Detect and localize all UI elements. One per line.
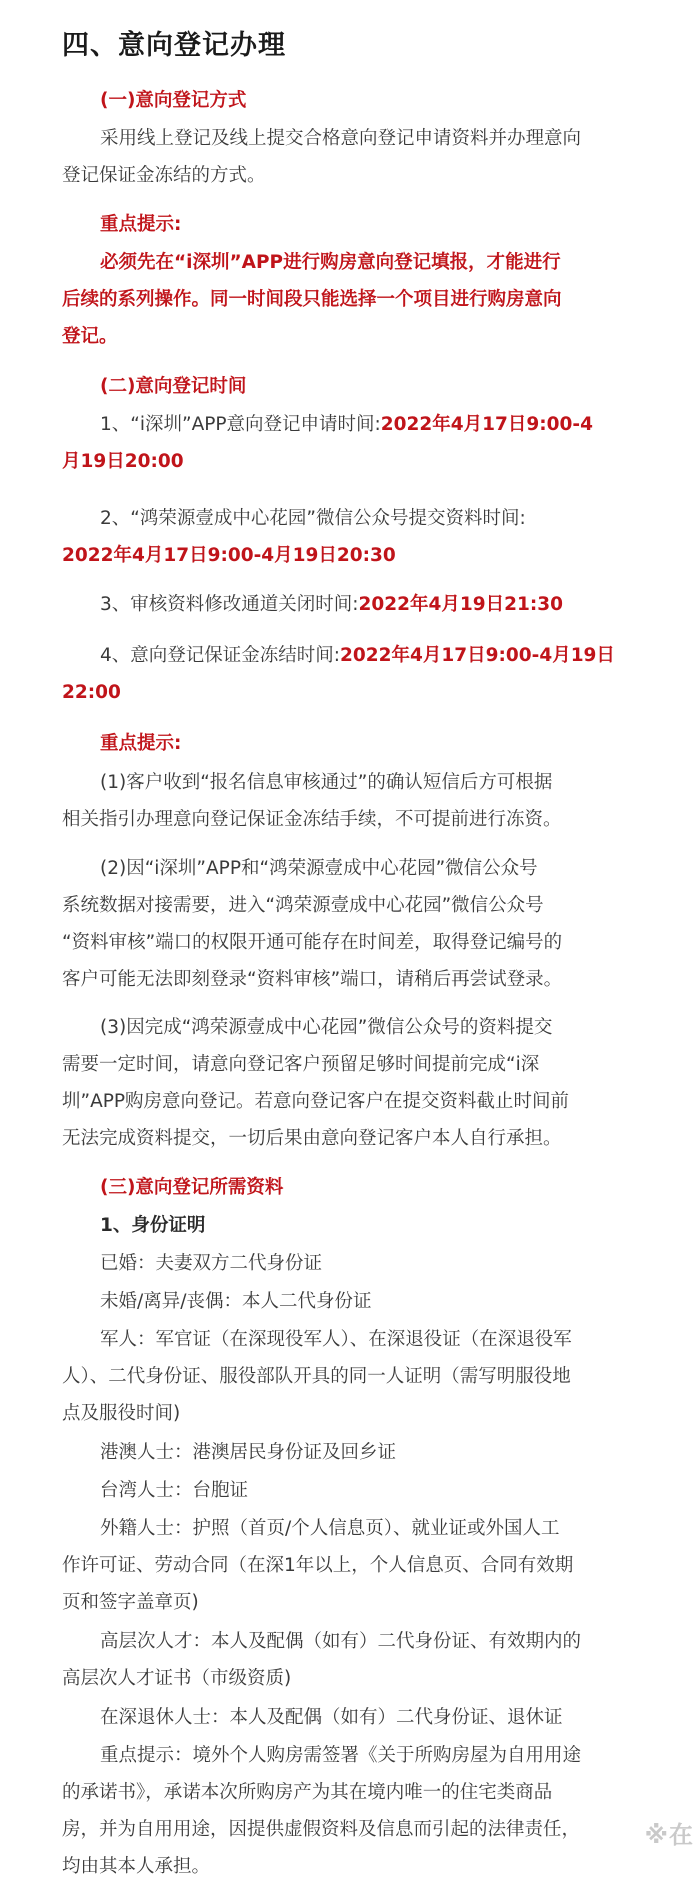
material-line: 点及服役时间) <box>62 1403 181 1424</box>
section-heading: 四、意向登记办理 <box>62 30 286 61</box>
tip-label: 重点提示: <box>100 733 182 754</box>
note-line: (3)因完成“鸿荣源壹成中心花园”微信公众号的资料提交 <box>100 1017 553 1038</box>
material-line: 人）、二代身份证、服役部队开具的同一人证明（需写明服役地 <box>62 1366 571 1387</box>
key-note-line: 重点提示：境外个人购房需签署《关于所购房屋为自用用途 <box>100 1745 582 1766</box>
material-line: 已婚：夫妻双方二代身份证 <box>100 1253 323 1274</box>
key-note-line: 的承诺书》，承诺本次所购房产为其在境内唯一的住宅类商品 <box>62 1782 553 1803</box>
time-item-2: 2、“鸿荣源壹成中心花园”微信公众号提交资料时间: <box>100 508 526 529</box>
note-line: 圳”APP购房意向登记。若意向登记客户在提交资料截止时间前 <box>62 1091 570 1112</box>
time-item-1 <box>100 406 648 443</box>
material-subtitle: 1、身份证明 <box>100 1215 206 1236</box>
note-line: 需要一定时间，请意向登记客户预留足够时间提前完成“i深 <box>62 1054 540 1075</box>
material-line: 台湾人士：台胞证 <box>100 1480 249 1501</box>
tip-line: 后续的系列操作。同一时间段只能选择一个项目进行购房意向 <box>62 289 562 310</box>
tip-line: 登记。 <box>62 326 118 347</box>
material-line: 高层次人才证书（市级资质) <box>62 1668 292 1689</box>
subsection-title-materials: (三)意向登记所需资料 <box>100 1177 284 1198</box>
watermark-logo: ※在 <box>644 1821 694 1849</box>
subsection-title-time: (二)意向登记时间 <box>100 376 247 397</box>
note-line: (1)客户收到“报名信息审核通过”的确认短信后方可根据 <box>100 772 553 793</box>
note-line: 客户可能无法即刻登录“资料审核”端口，请稍后再尝试登录。 <box>62 969 563 990</box>
time-item-value: 2022年4月19日21:30 <box>358 594 564 615</box>
material-line: 外籍人士：护照（首页/个人信息页）、就业证或外国人工 <box>100 1518 560 1539</box>
time-item-value: 22:00 <box>62 682 121 703</box>
time-item-label: 1、“i深圳”APP意向登记申请时间: <box>100 414 381 435</box>
subsection-title-method: (一)意向登记方式 <box>100 90 247 111</box>
tip-line: 必须先在“i深圳”APP进行购房意向登记填报，才能进行 <box>100 252 561 273</box>
time-item-4 <box>100 637 648 674</box>
material-line: 作许可证、劳动合同（在深1年以上，个人信息页、合同有效期 <box>62 1555 574 1576</box>
time-item-value: 月19日20:00 <box>62 451 184 472</box>
material-line: 高层次人才：本人及配偶（如有）二代身份证、有效期内的 <box>100 1631 582 1652</box>
note-line: (2)因“i深圳”APP和“鸿荣源壹成中心花园”微信公众号 <box>100 858 538 879</box>
note-line: “资料审核”端口的权限开通可能存在时间差，取得登记编号的 <box>62 932 563 953</box>
material-line: 港澳人士：港澳居民身份证及回乡证 <box>100 1442 397 1463</box>
material-line: 页和签字盖章页) <box>62 1592 199 1613</box>
note-line: 系统数据对接需要，进入“鸿荣源壹成中心花园”微信公众号 <box>62 895 544 916</box>
tip-label: 重点提示: <box>100 214 182 235</box>
paragraph-line: 登记保证金冻结的方式。 <box>62 165 266 186</box>
time-item-value: 2022年4月17日9:00-4月19日 <box>340 645 615 666</box>
time-item-value: 2022年4月17日9:00-4月19日20:30 <box>62 545 396 566</box>
time-item-label: 3、审核资料修改通道关闭时间: <box>100 594 359 615</box>
key-note-line: 房，并为自用用途，因提供虚假资料及信息而引起的法律责任， <box>62 1819 581 1840</box>
material-line: 军人：军官证（在深现役军人）、在深退役证（在深退役军 <box>100 1329 572 1350</box>
note-line: 无法完成资料提交，一切后果由意向登记客户本人自行承担。 <box>62 1128 562 1149</box>
time-item-label: 4、意向登记保证金冻结时间: <box>100 645 341 666</box>
paragraph-line: 采用线上登记及线上提交合格意向登记申请资料并办理意向 <box>100 128 582 149</box>
time-item-value: 2022年4月17日9:00-4 <box>380 414 593 435</box>
time-item-3 <box>100 586 648 623</box>
key-note-line: 均由其本人承担。 <box>62 1856 211 1877</box>
material-line: 未婚/离异/丧偶：本人二代身份证 <box>100 1291 372 1312</box>
material-line: 在深退休人士：本人及配偶（如有）二代身份证、退休证 <box>100 1707 563 1728</box>
note-line: 相关指引办理意向登记保证金冻结手续，不可提前进行冻资。 <box>62 809 562 830</box>
